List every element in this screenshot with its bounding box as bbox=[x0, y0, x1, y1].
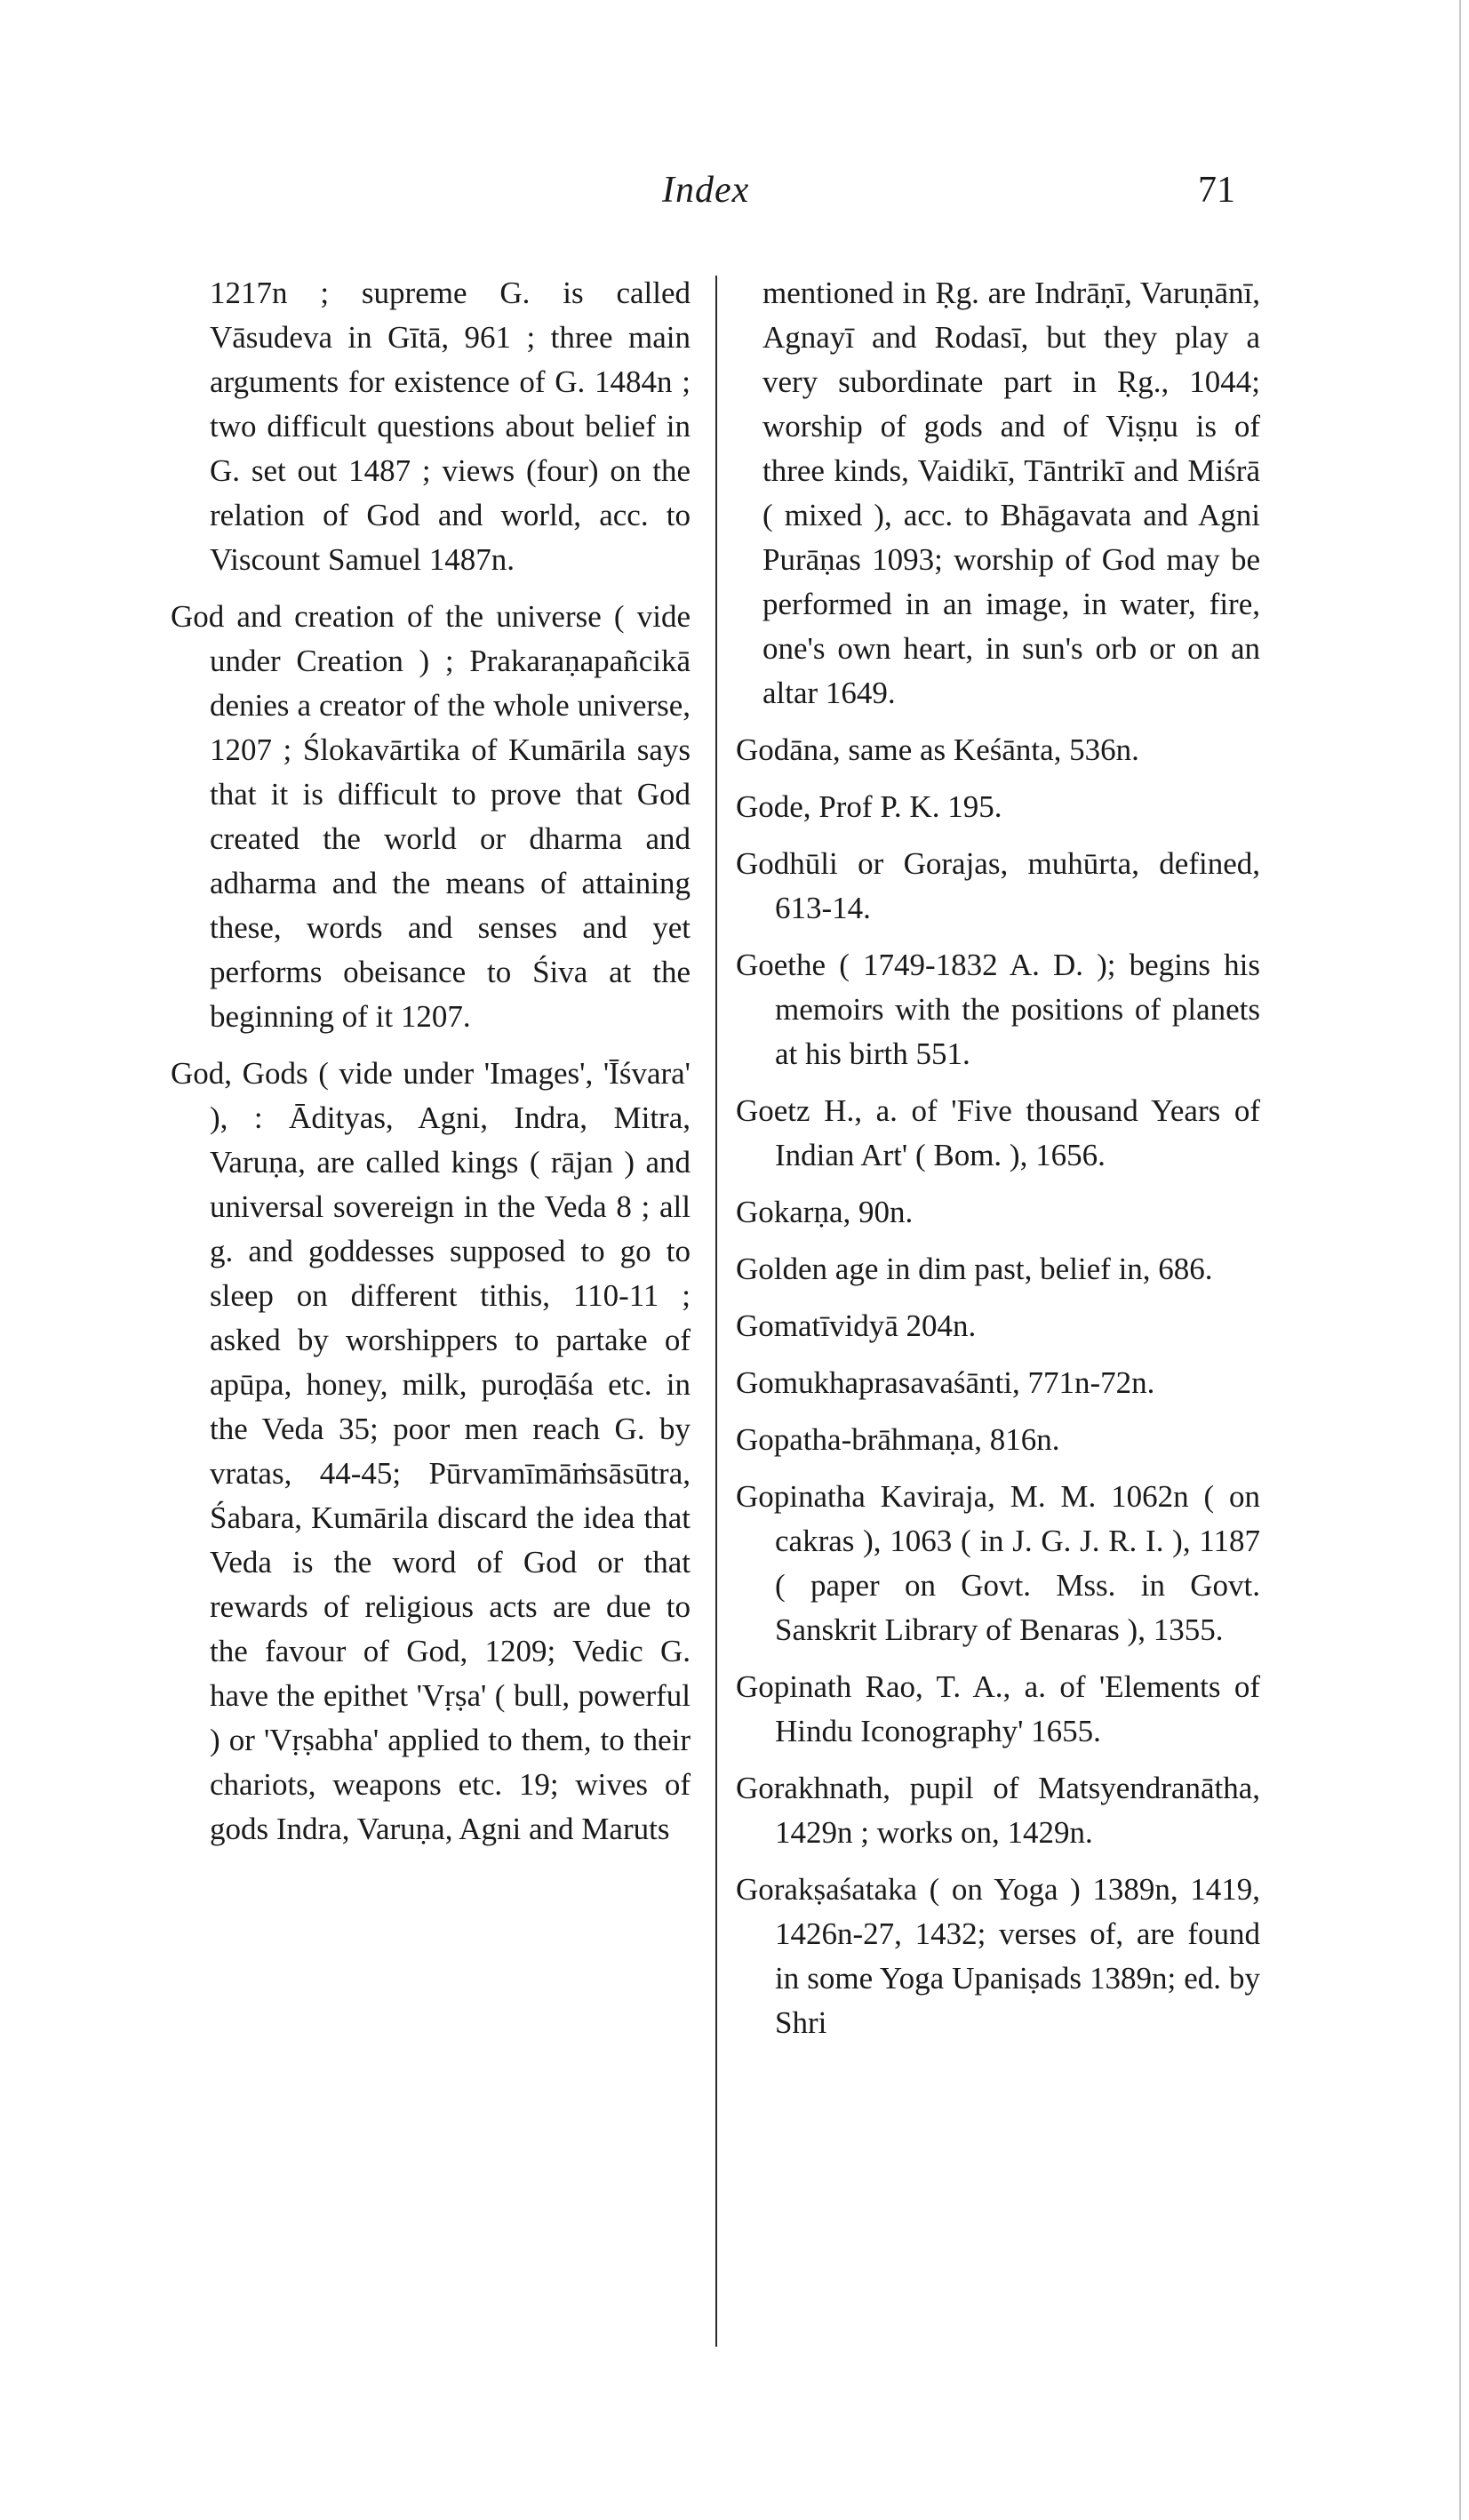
index-entry-gopinath-rao: Gopinath Rao, T. A., a. of 'Elements of Hindu Iconography' 1655. bbox=[736, 1669, 1260, 1748]
index-entry-gokarna: Gokarṇa, 90n. bbox=[736, 1195, 914, 1229]
index-column-left bbox=[171, 271, 691, 1864]
index-entry-goethe: Goethe ( 1749-1832 A. D. ); begins his memoirs with the positions of planets at his birth 551. bbox=[736, 948, 1260, 1071]
page-edge-rule bbox=[1459, 0, 1461, 2520]
index-entry-gomativid ya: Gomatīvidyā 204n. bbox=[736, 1308, 977, 1343]
page-number: 71 bbox=[1198, 170, 1235, 211]
index-entry-gomukhaprasavasanti: Gomukhaprasavaśānti, 771n-72n. bbox=[736, 1365, 1155, 1400]
index-entry-godhuli: Godhūli or Gorajas, muhūrta, defined, 613-14. bbox=[736, 846, 1260, 925]
index-entry-gorakhnath: Gorakhnath, pupil of Matsyendranātha, 1429n ; works on, 1429n. bbox=[736, 1771, 1260, 1850]
index-entry-golden-age: Golden age in dim past, belief in, 686. bbox=[736, 1252, 1213, 1286]
index-column-right bbox=[736, 271, 1260, 2058]
index-entry-god-continued: 1217n ; supreme G. is called Vāsudeva in Gītā, 961 ; three main arguments for existence of G. 1484n ; two difficult questions about belief in G. set out 1487 ; views (four) on the relation of God and world, acc. to Viscount Samuel 1487n. bbox=[210, 276, 691, 577]
index-entry-gopatha-brahmana: Gopatha-brāhmaṇa, 816n. bbox=[736, 1422, 1060, 1457]
index-entry-god-gods: God, Gods ( vide under 'Images', 'Īśvara' ), : Ādityas, Agni, Indra, Mitra, Varuṇa, are called kings ( rājan ) and universal sovereign in the Veda 8 ; all g. and goddesses supposed to go to sleep on different tithis, 110-11 ; asked by worshippers to partake of apūpa, honey, milk, puroḍāśa etc. in the Veda 35; poor men reach G. by vratas, 44-45; Pūrvamīmāṁsāsūtra, Śabara, Kumārila discard the idea that Veda is the word of God or that rewards of religious acts are due to the favour of God, 1209; Vedic G. have the epithet 'Vṛṣa' ( bull, powerful ) or 'Vṛṣabha' applied to them, to their chariots, weapons etc. 19; wives of gods Indra, Varuṇa, Agni and Maruts bbox=[171, 1056, 691, 1846]
index-entry-godana: Godāna, same as Keśānta, 536n. bbox=[736, 732, 1139, 767]
page-header bbox=[0, 169, 1469, 231]
index-entry-gopinatha-kaviraja: Gopinatha Kaviraja, M. M. 1062n ( on cakras ), 1063 ( in J. G. J. R. I. ), 1187 ( paper on Govt. Mss. in Govt. Sanskrit Library of Benaras ), 1355. bbox=[736, 1479, 1260, 1647]
index-entry-goetz: Goetz H., a. of 'Five thousand Years of Indian Art' ( Bom. ), 1656. bbox=[736, 1093, 1260, 1172]
index-entry-god-and-creation: God and creation of the universe ( vide under Creation ) ; Prakaraṇapañcikā denies a creator of the whole universe, 1207 ; Ślokavārtika of Kumārila says that it is difficult to prove that God created the world or dharma and adharma and the means of attaining these, words and senses and yet performs obeisance to Śiva at the beginning of it 1207. bbox=[171, 599, 691, 1034]
column-divider bbox=[715, 276, 717, 2347]
running-title: Index bbox=[662, 170, 750, 211]
index-entry-gode: Gode, Prof P. K. 195. bbox=[736, 789, 1002, 824]
index-entry-gods-continued: mentioned in Ṛg. are Indrāṇī, Varuṇānī, Agnayī and Rodasī, but they play a very subordinate part in Ṛg., 1044; worship of gods and of Viṣṇu is of three kinds, Vaidikī, Tāntrikī and Miśrā ( mixed ), acc. to Bhāgavata and Agni Purāṇas 1093; worship of God may be performed in an image, in water, fire, one's own heart, in sun's orb or on an altar 1649. bbox=[762, 276, 1260, 710]
index-entry-goraksasataka: Gorakṣaśataka ( on Yoga ) 1389n, 1419, 1426n-27, 1432; verses of, are found in some Yoga Upaniṣads 1389n; ed. by Shri bbox=[736, 1872, 1260, 2040]
